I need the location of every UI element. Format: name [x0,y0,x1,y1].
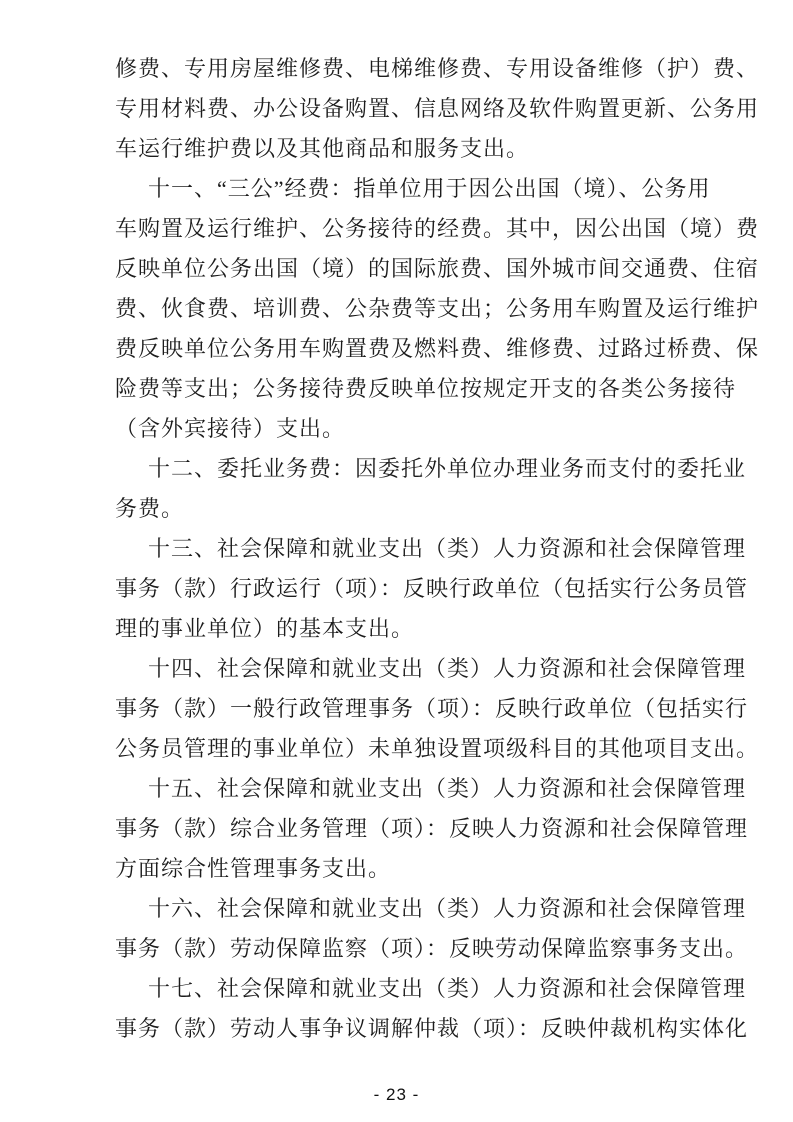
text-line: 险费等支出；公务接待费反映单位按规定开支的各类公务接待 [115,376,737,401]
text-line: 十三、社会保障和就业支出（类）人力资源和社会保障管理 [148,536,747,561]
text-line: 事务（款）一般行政管理事务（项）：反映行政单位（包括实行 [115,696,749,721]
text-line: 反映单位公务出国（境）的国际旅费、国外城市间交通费、住宿 [115,256,760,281]
text-line: 费反映单位公务用车购置费及燃料费、维修费、过路过桥费、保 [115,336,760,361]
text-line: 费、伙食费、培训费、公杂费等支出；公务用车购置及运行维护 [115,296,760,321]
text-line: 事务（款）劳动人事争议调解仲裁（项）：反映仲裁机构实体化 [115,1016,749,1041]
text-line: 十六、社会保障和就业支出（类）人力资源和社会保障管理 [148,896,747,921]
text-line: 理的事业单位）的基本支出。 [115,616,415,641]
text-line: 事务（款）行政运行（项）：反映行政单位（包括实行公务员管 [115,576,749,601]
text-line: 公务员管理的事业单位）未单独设置项级科目的其他项目支出。 [115,736,760,761]
text-line: 车购置及运行维护、公务接待的经费。其中，因公出国（境）费 [115,216,760,241]
text-line: 十二、委托业务费：因委托外单位办理业务而支付的委托业 [148,456,747,481]
text-line: 修费、专用房屋维修费、电梯维修费、专用设备维修（护）费、 [115,56,760,81]
text-line: 务费。 [115,496,185,521]
text-line: 事务（款）综合业务管理（项）：反映人力资源和社会保障管理 [115,816,749,841]
page-number: - 23 - [373,1085,420,1104]
text-line: 十七、社会保障和就业支出（类）人力资源和社会保障管理 [148,976,747,1001]
document-body [115,49,787,1049]
text-line: 方面综合性管理事务支出。 [115,856,392,881]
text-line: 专用材料费、办公设备购置、信息网络及软件购置更新、公务用 [115,96,760,121]
text-line: 十四、社会保障和就业支出（类）人力资源和社会保障管理 [148,656,747,681]
text-line: 车运行维护费以及其他商品和服务支出。 [115,136,530,161]
text-line: 十五、社会保障和就业支出（类）人力资源和社会保障管理 [148,776,747,801]
text-line: 事务（款）劳动保障监察（项）：反映劳动保障监察事务支出。 [115,936,749,961]
text-line: （含外宾接待）支出。 [115,416,346,441]
text-line: 十一、“三公”经费：指单位用于因公出国（境）、公务用 [148,176,711,201]
